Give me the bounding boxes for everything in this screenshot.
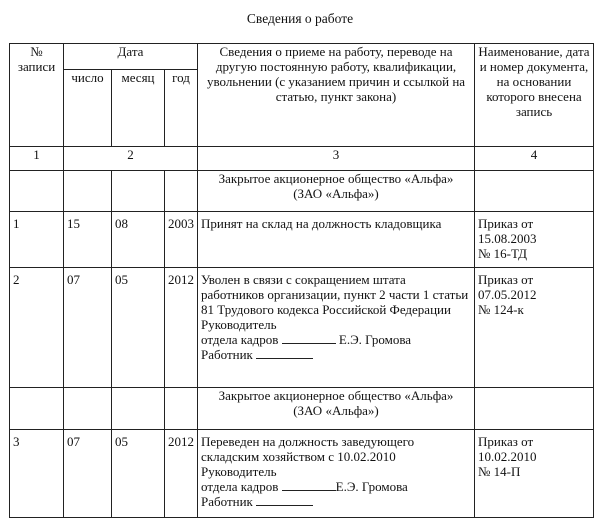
signature-blank: [282, 479, 336, 491]
record-day: 07: [64, 430, 112, 518]
empty-cell: [112, 171, 165, 212]
worker-signature-line: Работник: [201, 494, 471, 509]
signature-blank: [282, 332, 336, 344]
organization-row: [10, 171, 594, 212]
manager-label: Руководитель: [201, 464, 277, 479]
organization-row: [10, 388, 594, 430]
record-day: 15: [64, 212, 112, 268]
signature-blank: [256, 347, 313, 359]
empty-cell: [475, 171, 594, 212]
header-month: месяц: [112, 70, 165, 147]
column-numbers-row: [10, 147, 594, 171]
empty-cell: [10, 388, 64, 430]
header-date: Дата: [64, 44, 198, 70]
empty-cell: [165, 171, 198, 212]
header-document: Наименование, дата и номер документа, на основании которого внесена запись: [475, 44, 594, 147]
hr-signature-line: отдела кадров Е.Э. Громова: [201, 332, 412, 347]
work-record-table: [9, 43, 594, 518]
record-year: 2003: [165, 212, 198, 268]
hr-signature-line: отдела кадров Е.Э. Громова: [201, 479, 408, 494]
record-document: Приказ от 07.05.2012 № 124-к: [475, 268, 594, 388]
record-month: 05: [112, 268, 165, 388]
record-text: Уволен в связи с сокращением штата работников организации, пункт 2 части 1 статьи 81 Трудового кодекса Российской Федерации Руководитель отдела кадров Е.Э. Громова Работник: [198, 268, 475, 388]
record-document: Приказ от 10.02.2010 № 14-П: [475, 430, 594, 518]
table-row: [10, 268, 594, 388]
organization-name: Закрытое акционерное общество «Альфа» (ЗАО «Альфа»): [198, 171, 475, 212]
header-day: число: [64, 70, 112, 147]
organization-name: Закрытое акционерное общество «Альфа» (ЗАО «Альфа»): [198, 388, 475, 430]
table-row: [10, 430, 594, 518]
empty-cell: [64, 171, 112, 212]
empty-cell: [10, 171, 64, 212]
column-number: 1: [10, 147, 64, 171]
worker-signature-line: Работник: [201, 347, 471, 362]
signature-blank: [256, 494, 313, 506]
record-day: 07: [64, 268, 112, 388]
empty-cell: [112, 388, 165, 430]
header-info: Сведения о приеме на работу, переводе на другую постоянную работу, квалификации, увольнении (с указанием причин и ссылкой на статью, пункт закона): [198, 44, 475, 147]
record-year: 2012: [165, 430, 198, 518]
empty-cell: [475, 388, 594, 430]
header-year: год: [165, 70, 198, 147]
record-number: 1: [10, 212, 64, 268]
record-text: Принят на склад на должность кладовщика: [198, 212, 475, 268]
record-text: Переведен на должность заведующего складским хозяйством с 10.02.2010 Руководитель отдела кадров Е.Э. Громова Работник: [198, 430, 475, 518]
header-row: [10, 44, 594, 70]
record-document: Приказ от 15.08.2003 № 16-ТД: [475, 212, 594, 268]
column-number: 2: [64, 147, 198, 171]
record-month: 05: [112, 430, 165, 518]
manager-label: Руководитель: [201, 317, 277, 332]
table-row: [10, 212, 594, 268]
column-number: 3: [198, 147, 475, 171]
header-record-no: № записи: [10, 44, 64, 147]
column-number: 4: [475, 147, 594, 171]
record-number: 2: [10, 268, 64, 388]
record-number: 3: [10, 430, 64, 518]
empty-cell: [165, 388, 198, 430]
record-month: 08: [112, 212, 165, 268]
page-title: Сведения о работе: [246, 11, 354, 26]
empty-cell: [64, 388, 112, 430]
record-year: 2012: [165, 268, 198, 388]
